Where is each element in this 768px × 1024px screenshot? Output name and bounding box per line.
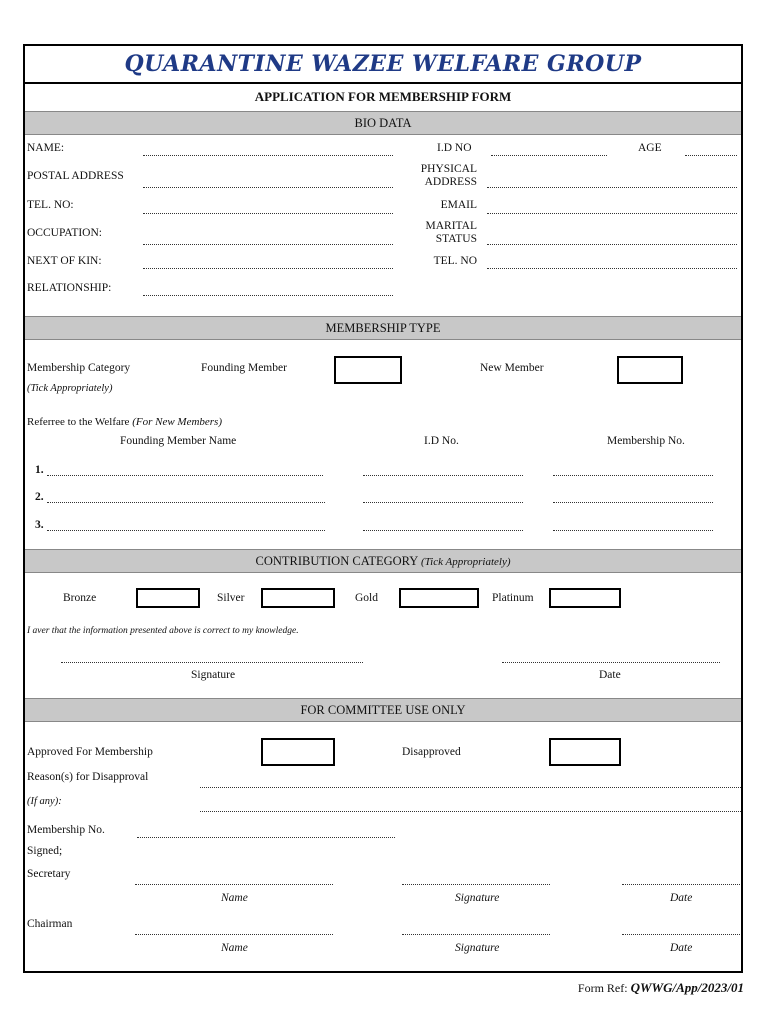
founding-member-checkbox[interactable] — [334, 356, 402, 384]
tick-hint: (Tick Appropriately) — [27, 383, 113, 394]
applicant-signature-field[interactable] — [61, 662, 363, 663]
chairman-label: Chairman — [27, 918, 73, 930]
next-of-kin-field[interactable] — [143, 268, 393, 269]
reason-field-line-1[interactable] — [200, 787, 741, 788]
marital-status-field[interactable] — [487, 244, 737, 245]
postal-address-field[interactable] — [143, 187, 393, 188]
signature-label: Signature — [191, 669, 236, 681]
chairman-name-field[interactable] — [135, 934, 333, 935]
contribution-category-heading: CONTRIBUTION CATEGORY (Tick Appropriately) — [25, 549, 741, 573]
referee-row-3-membership[interactable] — [553, 530, 713, 531]
declaration-text: I aver that the information presented above is correct to my knowledge. — [27, 626, 299, 636]
membership-form — [23, 44, 743, 973]
id-no-field[interactable] — [491, 155, 607, 156]
reason-field-line-2[interactable] — [200, 811, 741, 812]
secretary-date-field[interactable] — [622, 884, 740, 885]
referee-row-1-id[interactable] — [363, 475, 523, 476]
secretary-signature-field[interactable] — [402, 884, 550, 885]
name-field[interactable] — [143, 155, 393, 156]
secretary-name-field[interactable] — [135, 884, 333, 885]
committee-heading: FOR COMMITTEE USE ONLY — [25, 698, 741, 722]
chairman-date-field[interactable] — [622, 934, 740, 935]
chairman-name-caption: Name — [221, 942, 248, 954]
referee-row-2-membership[interactable] — [553, 502, 713, 503]
tel-no-label: TEL. NO: — [27, 199, 74, 211]
relationship-field[interactable] — [143, 295, 393, 296]
form-reference-code: QWWG/App/2023/01 — [630, 980, 744, 995]
silver-label: Silver — [217, 592, 245, 604]
age-label: AGE — [638, 142, 662, 154]
chairman-date-caption: Date — [670, 942, 693, 954]
referee-row-3-name[interactable] — [47, 530, 325, 531]
secretary-name-caption: Name — [221, 892, 248, 904]
referee-row-2-name[interactable] — [47, 502, 325, 503]
relationship-label: RELATIONSHIP: — [27, 282, 112, 294]
occupation-label: OCCUPATION: — [27, 227, 102, 239]
referee-row-3-number: 3. — [35, 519, 44, 531]
form-reference: Form Ref: QWWG/App/2023/01 — [577, 980, 744, 995]
chairman-signature-caption: Signature — [455, 942, 500, 954]
membership-no-field[interactable] — [137, 837, 395, 838]
new-member-checkbox[interactable] — [617, 356, 683, 384]
name-label: NAME: — [27, 142, 65, 154]
platinum-label: Platinum — [492, 592, 534, 604]
marital-status-label: MARITAL STATUS — [425, 220, 477, 245]
next-of-kin-label: NEXT OF KIN: — [27, 255, 102, 267]
date-label: Date — [599, 669, 621, 681]
chairman-signature-field[interactable] — [402, 934, 550, 935]
age-field[interactable] — [685, 155, 737, 156]
applicant-date-field[interactable] — [502, 662, 720, 663]
referee-row-1-number: 1. — [35, 464, 44, 476]
organization-title: QUARANTINE WAZEE WELFARE GROUP — [25, 46, 741, 84]
bronze-checkbox[interactable] — [136, 588, 200, 608]
referee-row-2-number: 2. — [35, 491, 44, 503]
approved-label: Approved For Membership — [27, 746, 153, 758]
signed-label: Signed; — [27, 845, 63, 857]
bio-data-heading: BIO DATA — [25, 111, 741, 135]
membership-no-label: Membership No. — [27, 824, 105, 836]
tel-no-field[interactable] — [143, 213, 393, 214]
founding-member-name-header: Founding Member Name — [120, 435, 237, 447]
membership-type-heading: MEMBERSHIP TYPE — [25, 316, 741, 340]
referee-row-1-name[interactable] — [47, 475, 323, 476]
referee-row-2-id[interactable] — [363, 502, 523, 503]
physical-address-field[interactable] — [487, 187, 737, 188]
email-field[interactable] — [487, 213, 737, 214]
referee-row-3-id[interactable] — [363, 530, 523, 531]
silver-checkbox[interactable] — [261, 588, 335, 608]
reason-hint: (If any): — [27, 796, 62, 807]
referee-row-1-membership[interactable] — [553, 475, 713, 476]
new-member-label: New Member — [480, 362, 544, 374]
kin-tel-no-label: TEL. NO — [433, 255, 477, 267]
membership-no-header: Membership No. — [607, 435, 685, 447]
approved-checkbox[interactable] — [261, 738, 335, 766]
postal-address-label: POSTAL ADDRESS — [27, 170, 124, 182]
disapproved-checkbox[interactable] — [549, 738, 621, 766]
membership-category-label: Membership Category — [27, 362, 131, 374]
email-label: EMAIL — [440, 199, 477, 211]
bronze-label: Bronze — [63, 592, 97, 604]
founding-member-label: Founding Member — [201, 362, 287, 374]
disapproved-label: Disapproved — [402, 746, 461, 758]
id-no-label: I.D NO — [437, 142, 472, 154]
platinum-checkbox[interactable] — [549, 588, 621, 608]
gold-checkbox[interactable] — [399, 588, 479, 608]
referee-label: Referree to the Welfare (For New Members) — [27, 416, 223, 428]
secretary-signature-caption: Signature — [455, 892, 500, 904]
reason-label: Reason(s) for Disapproval — [27, 771, 149, 783]
secretary-date-caption: Date — [670, 892, 693, 904]
id-no-header: I.D No. — [424, 435, 459, 447]
secretary-label: Secretary — [27, 868, 71, 880]
physical-address-label: PHYSICAL ADDRESS — [420, 163, 477, 188]
gold-label: Gold — [355, 592, 378, 604]
form-title: APPLICATION FOR MEMBERSHIP FORM — [254, 89, 512, 104]
kin-tel-no-field[interactable] — [487, 268, 737, 269]
occupation-field[interactable] — [143, 244, 393, 245]
